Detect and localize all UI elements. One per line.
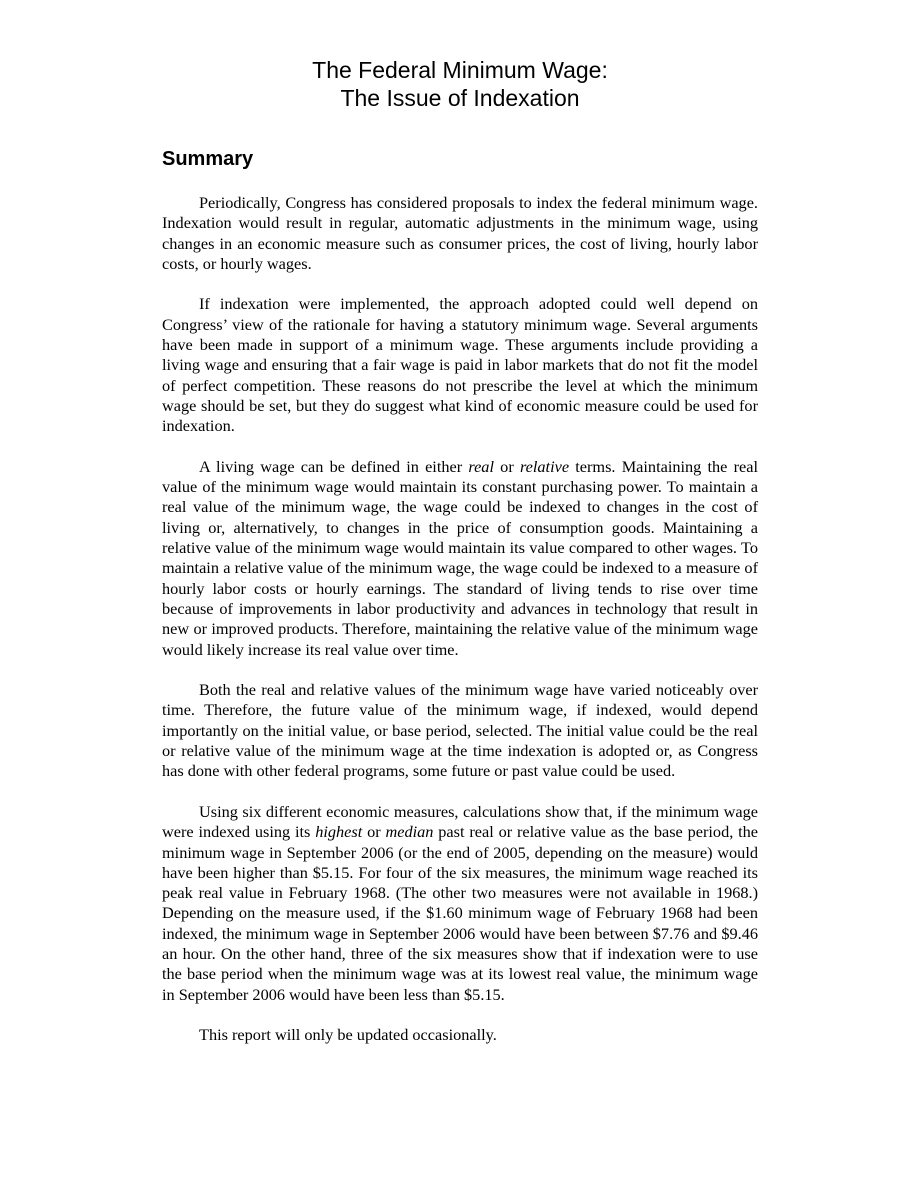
section-heading-summary: Summary <box>162 148 254 170</box>
paragraph-5-text-c: past real or relative value as the base period, the minimum wage in September 2006 (or the end of 2005, depending on the measure) would have been higher than $5.15. For four of the six measures, the minimum wage reached its peak real value in February 1968. (The other two measures were not available in 1968.) Depending on the measure used, if the $1.60 minimum wage of February 1968 had been indexed, the minimum wage in September 2006 would have been between $7.76 and $9.46 an hour. On the other hand, three of the six measures show that if indexation were to use the base period when the minimum wage was at its lowest real value, the minimum wage in September 2006 would have been less than $5.15. <box>162 822 759 1004</box>
emphasis-relative: relative <box>519 456 570 476</box>
emphasis-highest: highest <box>315 822 363 842</box>
paragraph-1: Periodically, Congress has considered proposals to index the federal minimum wage. Indexation would result in regular, automatic adjustments in the minimum wage, using changes in an economic measure such as consumer prices, the cost of living, hourly labor costs, or hourly wages. <box>162 193 758 273</box>
document-title <box>0 56 920 112</box>
paragraph-5 <box>162 802 758 1005</box>
paragraph-6: This report will only be updated occasionally. <box>199 1025 497 1045</box>
paragraph-3-text-a: A living wage can be defined in either <box>199 456 469 476</box>
paragraph-5-text-b: or <box>362 822 386 842</box>
summary-body <box>162 193 758 1066</box>
paragraph-5-text-a: Using six different economic measures, calculations show that, if the minimum wage were indexed using its <box>162 801 758 842</box>
paragraph-3 <box>162 457 758 660</box>
paragraph-3-text-c: terms. Maintaining the real value of the minimum wage would maintain its constant purchasing power. To maintain a real value of the minimum wage, the wage could be indexed to changes in the cost of living or, alternatively, to changes in the price of consumption goods. Maintaining a relative value of the minimum wage would maintain its value compared to other wages. To maintain a relative value of the minimum wage, the wage could be indexed to a measure of hourly labor costs or hourly earnings. The standard of living tends to rise over time because of improvements in labor productivity and advances in technology that result in new or improved products. Therefore, maintaining the relative value of the minimum wage would likely increase its real value over time. <box>162 456 758 659</box>
paragraph-3-text-b: or <box>493 456 520 476</box>
paragraph-2: If indexation were implemented, the approach adopted could well depend on Congress’ view of the rationale for having a statutory minimum wage. Several arguments have been made in support of a minimum wage. These arguments include providing a living wage and ensuring that a fair wage is paid in labor markets that do not fit the model of perfect competition. These reasons do not prescribe the level at which the minimum wage should be set, but they do suggest what kind of economic measure could be used for indexation. <box>162 294 758 436</box>
emphasis-median: median <box>385 822 434 842</box>
title-line-2: The Issue of Indexation <box>340 85 580 111</box>
emphasis-real: real <box>468 456 494 476</box>
paragraph-4: Both the real and relative values of the minimum wage have varied noticeably over time. Therefore, the future value of the minimum wage, if indexed, would depend importantly on the initial value, or base period, selected. The initial value could be the real or relative value of the minimum wage at the time indexation is adopted or, as Congress has done with other federal programs, some future or past value could be used. <box>162 680 758 781</box>
title-line-1: The Federal Minimum Wage: <box>312 57 608 83</box>
